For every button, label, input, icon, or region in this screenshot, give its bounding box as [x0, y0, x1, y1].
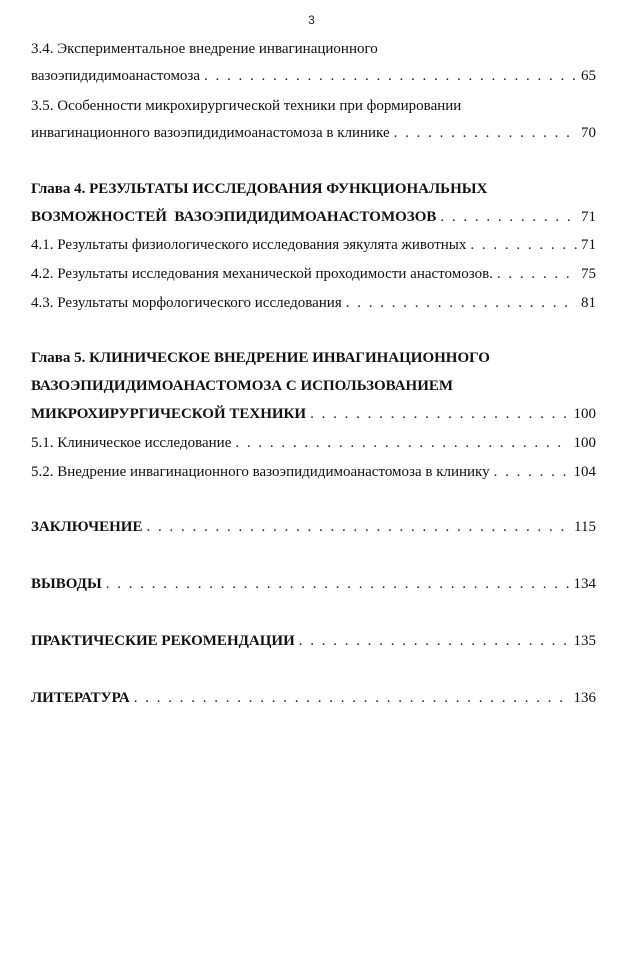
leader-dots: [106, 575, 570, 593]
toc-chapter-5-line3: МИКРОХИРУРГИЧЕСКОЙ ТЕХНИКИ . . . 100: [31, 405, 596, 423]
toc-entry-4-2: 4.2. Результаты исследования механической проходимости анастомозов. . . . 75: [31, 265, 596, 283]
toc-page-number: 75: [581, 266, 596, 282]
leader-dots: [299, 632, 570, 650]
leader-dots: [470, 236, 577, 254]
leader-dots: [394, 124, 577, 142]
leader-dots: [134, 689, 570, 707]
leader-dots: [346, 294, 577, 312]
toc-page-number: 70: [581, 125, 596, 141]
leader-dots: [440, 208, 577, 226]
leader-dots: [494, 463, 570, 481]
toc-entry-5-2: 5.2. Внедрение инвагинационного вазоэпидидимоанастомоза в клинику . . . 104: [31, 463, 596, 481]
toc-page-number: 134: [573, 576, 596, 592]
toc-page-number: 71: [581, 237, 596, 253]
leader-dots: [310, 405, 569, 423]
toc-literature: ЛИТЕРАТУРА . . . 136: [31, 689, 596, 707]
toc-page-number: 100: [573, 406, 596, 422]
toc-page-number: 136: [573, 690, 596, 706]
toc-recommendations: ПРАКТИЧЕСКИЕ РЕКОМЕНДАЦИИ . . . 135: [31, 632, 596, 650]
toc-entry-4-1: 4.1. Результаты физиологического исследования эякулята животных . . . 71: [31, 236, 596, 254]
toc-page-number: 135: [573, 633, 596, 649]
page-number: 3: [308, 13, 315, 27]
toc-chapter-5-line1: Глава 5. КЛИНИЧЕСКОЕ ВНЕДРЕНИЕ ИНВАГИНАЦИОННОГО: [31, 350, 490, 366]
leader-dots: [235, 434, 569, 452]
toc-page-number: 115: [574, 519, 596, 535]
toc-page-number: 81: [581, 295, 596, 311]
leader-dots: [497, 265, 577, 283]
toc-page-number: 104: [573, 464, 596, 480]
toc-entry-5-1: 5.1. Клиническое исследование . . . 100: [31, 434, 596, 452]
toc-chapter-5-line2: ВАЗОЭПИДИДИМОАНАСТОМОЗА С ИСПОЛЬЗОВАНИЕМ: [31, 378, 454, 394]
toc-page-number: 71: [581, 209, 596, 225]
toc-entry-3-4-line2: вазоэпидидимоанастомоза . . . 65: [31, 67, 596, 85]
toc-chapter-4-line2: ВОЗМОЖНОСТЕЙ ВАЗОЭПИДИДИМОАНАСТОМОЗОВ . . . 71: [31, 208, 596, 226]
toc-entry-4-3: 4.3. Результаты морфологического исследования . . . 81: [31, 294, 596, 312]
toc-entry-3-5-line2: инвагинационного вазоэпидидимоанастомоза в клинике . . . 70: [31, 124, 596, 142]
toc-page-number: 100: [573, 435, 596, 451]
toc-entry-3-4-line1: 3.4. Экспериментальное внедрение инвагинационного: [31, 41, 378, 57]
leader-dots: [146, 518, 570, 536]
toc-entry-3-5-line1: 3.5. Особенности микрохирургической техники при формировании: [31, 98, 462, 114]
toc-page-number: 65: [581, 68, 596, 84]
toc-conclusion: ЗАКЛЮЧЕНИЕ . . . 115: [31, 518, 596, 536]
leader-dots: [204, 67, 577, 85]
toc-chapter-4-line1: Глава 4. РЕЗУЛЬТАТЫ ИССЛЕДОВАНИЯ ФУНКЦИОНАЛЬНЫХ: [31, 181, 488, 197]
toc-findings: ВЫВОДЫ . . . 134: [31, 575, 596, 593]
